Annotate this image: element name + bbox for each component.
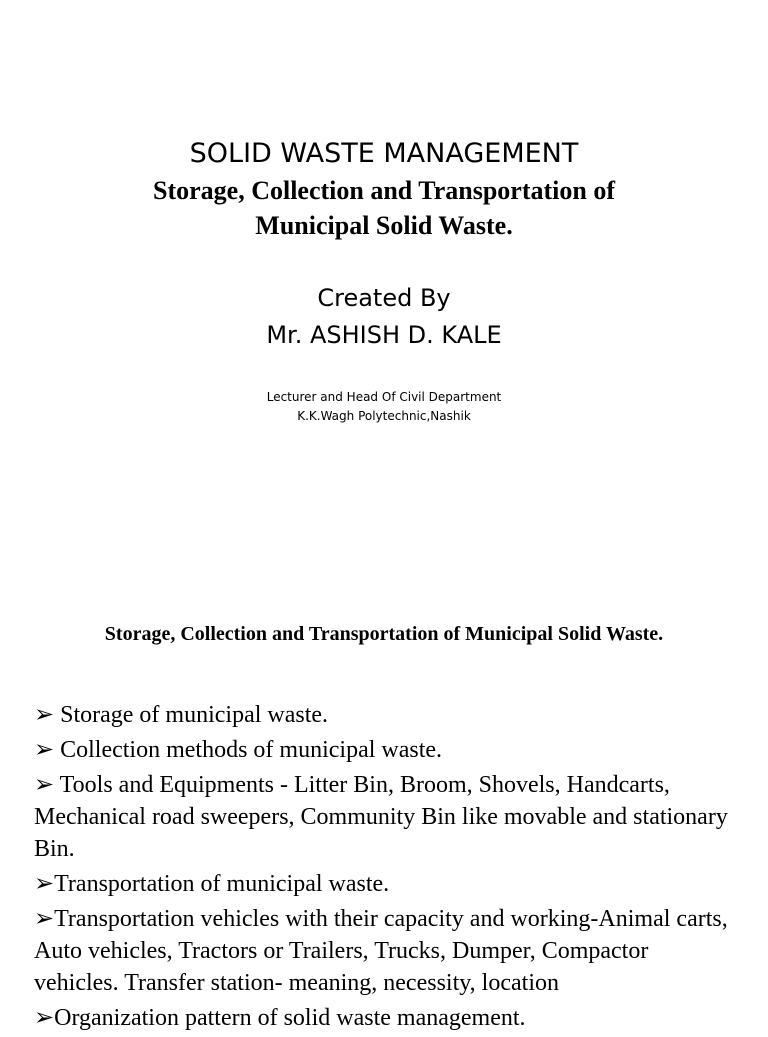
bullet-text: Tools and Equipments - Litter Bin, Broom, Shovels, Handcarts, Mechanical road sweepers, Community Bin like movable and stationary Bin. — [34, 772, 728, 862]
author-name: Mr. ASHISH D. KALE — [266, 321, 502, 349]
affiliation-line-2: K.K.Wagh Polytechnic,Nashik — [297, 409, 471, 423]
subtitle-line-2: Municipal Solid Waste. — [255, 211, 513, 240]
arrow-bullet-icon: ➢ — [34, 1005, 55, 1031]
slide-title: Storage, Collection and Transportation of Municipal Solid Waste. — [104, 623, 664, 645]
list-item — [34, 699, 734, 731]
list-item — [34, 903, 734, 999]
list-item — [34, 1002, 734, 1034]
bullet-text: Transportation vehicles with their capacity and working-Animal carts, Auto vehicles, Tractors or Trailers, Trucks, Dumper, Compactor vehicles. Transfer station- meaning, necessity, location — [34, 906, 728, 996]
list-item — [34, 769, 734, 865]
arrow-bullet-icon: ➢ — [34, 702, 55, 728]
affiliation-line-1: Lecturer and Head Of Civil Department — [266, 390, 502, 404]
list-item — [34, 868, 734, 900]
arrow-bullet-icon: ➢ — [34, 772, 55, 798]
bullet-list — [34, 699, 734, 1037]
presentation-title: SOLID WASTE MANAGEMENT — [189, 138, 579, 169]
arrow-bullet-icon: ➢ — [34, 871, 55, 897]
bullet-text: Organization pattern of solid waste management. — [54, 1005, 526, 1031]
bullet-text: Collection methods of municipal waste. — [54, 737, 443, 763]
arrow-bullet-icon: ➢ — [34, 737, 55, 763]
bullet-text: Transportation of municipal waste. — [54, 871, 390, 897]
arrow-bullet-icon: ➢ — [34, 906, 55, 932]
bullet-text: Storage of municipal waste. — [54, 702, 329, 728]
subtitle-line-1: Storage, Collection and Transportation of — [153, 176, 615, 205]
created-by-label: Created By — [317, 284, 451, 312]
list-item — [34, 734, 734, 766]
content-slide — [0, 585, 768, 1031]
